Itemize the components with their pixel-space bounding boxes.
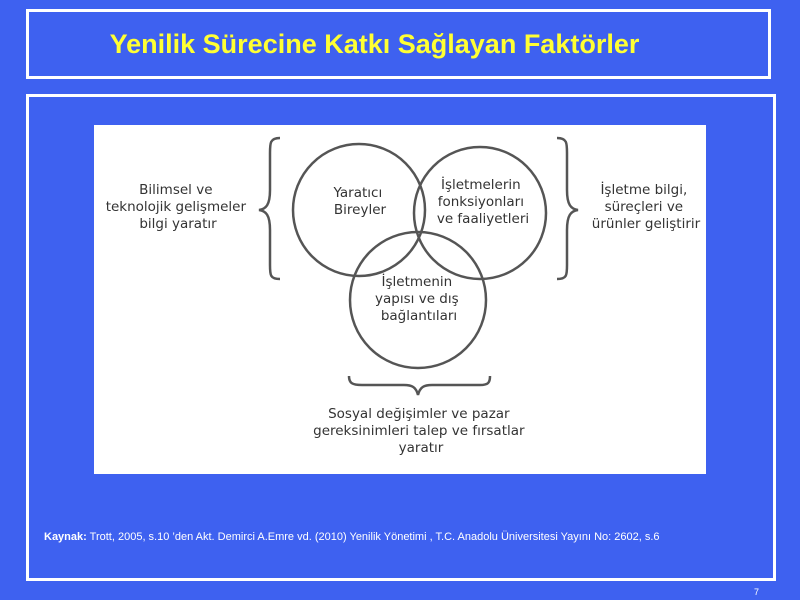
label-line: teknolojik gelişmeler — [105, 199, 247, 215]
label-line: yapısı ve dış — [375, 291, 459, 307]
label-line: Bireyler — [333, 202, 387, 218]
page-number: 7 — [754, 587, 760, 597]
diagram-panel — [94, 125, 706, 474]
source-text: Trott, 2005, s.10 ’den Akt. Demirci A.Emre vd. (2010) Yenilik Yönetimi , T.C. Anadolu Üniversitesi Yayını No: 2602, s.6 — [86, 531, 660, 543]
label-line: bilgi yaratır — [139, 216, 217, 232]
label-line: gereksinimleri talep ve fırsatlar — [313, 423, 525, 439]
bottom-brace-icon — [349, 376, 490, 395]
slide-title: Yenilik Sürecine Katkı Sağlayan Faktörler — [109, 28, 640, 59]
label-line: İşletmenin — [381, 274, 453, 290]
bottom-label — [313, 406, 529, 456]
right-label — [592, 180, 701, 232]
label-line: Sosyal değişimler ve pazar — [328, 406, 510, 422]
left-label — [106, 182, 251, 232]
label-line: İşletmelerin — [440, 177, 521, 193]
title-frame — [26, 9, 771, 79]
label-creative-individuals — [333, 185, 387, 218]
label-line: süreçleri ve — [604, 199, 684, 215]
label-business-functions — [437, 175, 529, 227]
label-line: fonksiyonları — [437, 194, 525, 210]
source-prefix: Kaynak: — [44, 531, 87, 543]
source-citation — [44, 529, 754, 546]
label-line: Bilimsel ve — [139, 182, 213, 198]
right-brace-icon — [557, 138, 578, 279]
label-line: yaratır — [398, 440, 444, 456]
label-business-structure — [375, 272, 463, 324]
label-line: İşletme bilgi, — [600, 182, 688, 198]
label-line: Yaratıcı — [333, 185, 383, 201]
left-brace-icon — [259, 138, 280, 279]
label-line: ve faaliyetleri — [436, 211, 530, 227]
venn-diagram — [94, 125, 706, 474]
label-line: bağlantıları — [380, 308, 458, 324]
label-line: ürünler geliştirir — [591, 216, 701, 232]
